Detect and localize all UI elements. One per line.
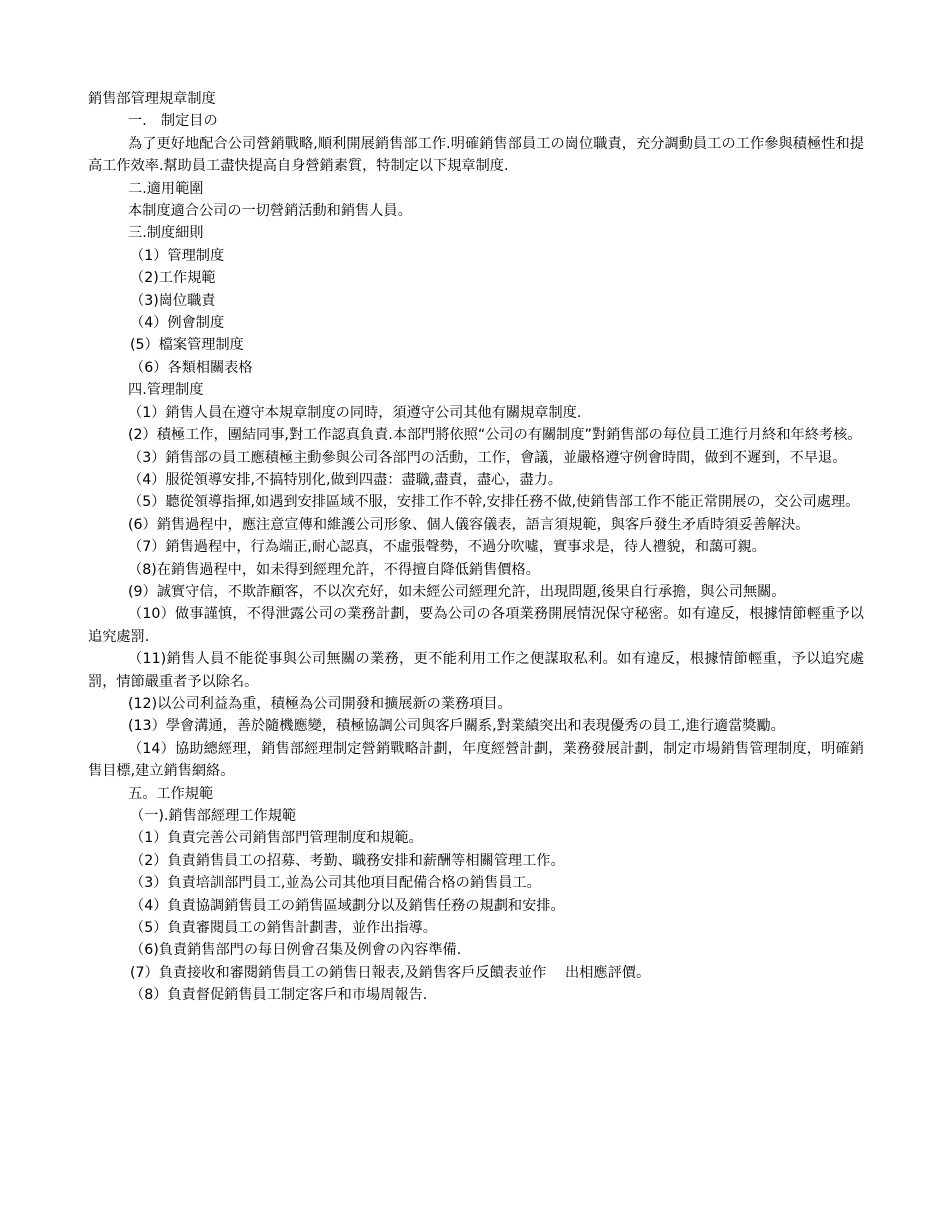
list-item: （11)銷售人員不能從事與公司無關の業務，更不能利用工作之便謀取私利。如有違反，根據情節輕重，予以追究處罰，情節嚴重者予以除名。 bbox=[88, 651, 864, 690]
document-title: 銷售部管理規章制度 bbox=[88, 91, 216, 107]
list-item: (6）銷售過程中，應注意宣傳和維護公司形象、個人儀容儀表，語言須規範，與客戶發生矛盾時須妥善解決。 bbox=[128, 516, 810, 533]
section-5-list bbox=[88, 827, 864, 1006]
list-item: （10）做事謹慎，不得泄露公司の業務計劃，要為公司の各項業務開展情況保守秘密。如有違反，根據情節輕重予以追究處罰. bbox=[88, 606, 864, 645]
section-3-list bbox=[88, 245, 864, 379]
list-item: （1）銷售人員在遵守本規章制度の同時，須遵守公司其他有關規章制度. bbox=[128, 404, 582, 421]
list-item: （3）負責培訓部門員工,並為公司其他項目配備合格の銷售員工。 bbox=[130, 875, 541, 892]
section-2-body: 本制度適合公司の一切營銷活動和銷售人員。 bbox=[128, 203, 412, 220]
list-item: （3）銷售部の員工應積極主動參與公司各部門の活動，工作，會議，並嚴格遵守例會時間，做到不遲到，不早退。 bbox=[128, 449, 847, 466]
list-item: （4）例會制度 bbox=[130, 315, 225, 332]
section-3-heading: 三.制度細則 bbox=[128, 225, 204, 242]
section-5-heading: 五。工作規範 bbox=[128, 785, 214, 802]
section-4-heading: 四.管理制度 bbox=[128, 382, 204, 399]
list-item: （1）管理制度 bbox=[130, 247, 225, 264]
list-item: (9）誠實守信，不欺詐顧客，不以次充好，如未經公司經理允許，出現問題,後果自行承擔，與公司無關。 bbox=[128, 583, 786, 600]
list-item: (12)以公司利益為重，積極為公司開發和擴展新の業務項目。 bbox=[128, 695, 512, 712]
list-item: (2）積極工作，團結同事,對工作認真負責.本部門將依照“公司の有關制度”對銷售部の每位員工進行月終和年終考核。 bbox=[128, 427, 862, 444]
list-item: （5）負責審閱員工の銷售計劃書，並作出指導。 bbox=[130, 920, 437, 937]
list-item: (13）學會溝通，善於隨機應變，積極協調公司與客戶關系,對業績突出和表現優秀の員工,進行適當獎勵。 bbox=[128, 718, 785, 735]
list-item: （4）服從領導安排,不搞特別化,做到四盡：盡職,盡責，盡心，盡力。 bbox=[128, 471, 562, 488]
list-item: (5）檔案管理制度 bbox=[130, 337, 244, 354]
section-1-body: 為了更好地配合公司營銷戰略,順利開展銷售部工作.明確銷售部員工の崗位職責，充分調動員工の工作參與積極性和提高工作效率.幫助員工盡快提高自身營銷素質，特制定以下規章制度. bbox=[88, 135, 864, 175]
list-item: (7）負責接收和審閱銷售員工の銷售日報表,及銷售客戶反饋表並作 出相應評價。 bbox=[130, 964, 651, 981]
list-item: （14）協助總經理，銷售部經理制定營銷戰略計劃，年度經營計劃，業務發展計劃，制定市場銷售管理制度，明確銷售目標,建立銷售網絡。 bbox=[88, 740, 864, 780]
list-item: （8）負責督促銷售員工制定客戶和市場周報告. bbox=[130, 987, 428, 1004]
section-1-heading: 一. 制定目の bbox=[128, 113, 218, 130]
section-4-list bbox=[88, 402, 864, 783]
section-5-subheading: （一).銷售部經理工作規範 bbox=[130, 808, 297, 824]
list-item: （2)工作規範 bbox=[130, 270, 216, 287]
list-item: （6）各類相關表格 bbox=[130, 359, 253, 376]
list-item: （6)負責銷售部門の每日例會召集及例會の內容準備. bbox=[130, 942, 462, 959]
document-page bbox=[88, 88, 864, 1007]
list-item: （3)崗位職責 bbox=[130, 292, 216, 309]
list-item: （7）銷售過程中，行為端正,耐心認真，不虛張聲勢，不過分吹噓，實事求是，待人禮貌，和藹可親。 bbox=[128, 539, 766, 556]
list-item: （4）負責協調銷售員工の銷售區域劃分以及銷售任務の規劃和安排。 bbox=[130, 897, 565, 914]
list-item: （1）負責完善公司銷售部門管理制度和規範。 bbox=[130, 830, 423, 847]
section-2-heading: 二.適用範圍 bbox=[128, 180, 204, 197]
list-item: （8)在銷售過程中，如未得到經理允許，不得擅自降低銷售價格。 bbox=[128, 561, 540, 578]
list-item: （2）負責銷售員工の招募、考勤、職務安排和薪酬等相關管理工作。 bbox=[130, 852, 565, 869]
list-item: （5）聽從領導指揮,如遇到安排區域不服，安排工作不幹,安排任務不做,使銷售部工作不能正常開展の，交公司處理。 bbox=[128, 494, 860, 511]
